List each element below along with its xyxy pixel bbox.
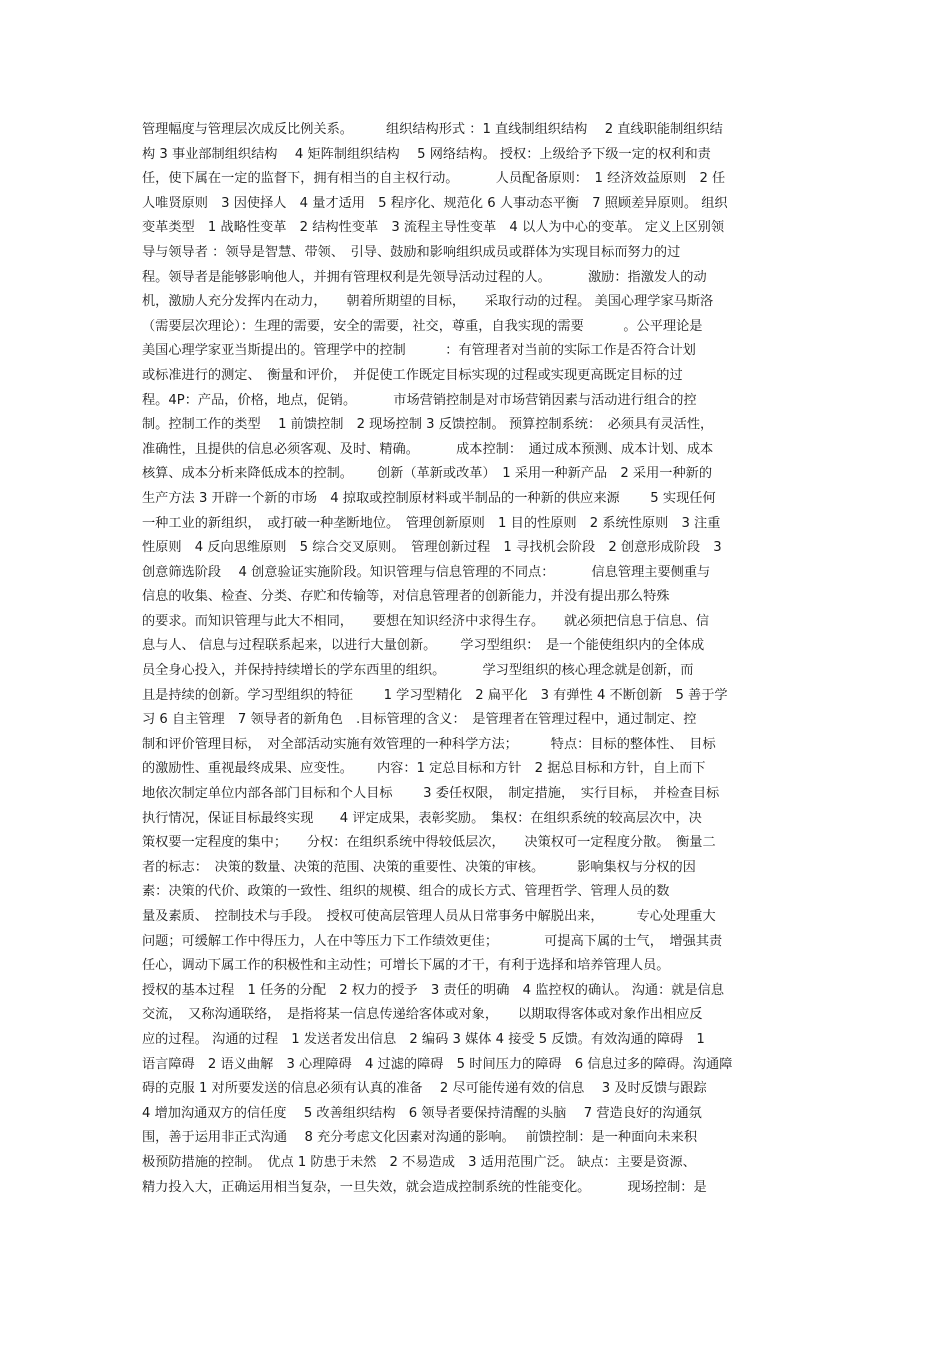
text-line: 精力投入大，正确运用相当复杂，一旦失效，就会造成控制系统的性能变化。 现场控制：是 [142, 1179, 707, 1195]
text-line: 人唯贤原则 3 因使择人 4 量才适用 5 程序化、规范化 6 人事动态平衡 7 照顾差异原则。 组织 [142, 195, 728, 211]
text-line: 管理幅度与管理层次成反比例关系。 组织结构形式 ：1 直线制组织结构 2 直线职能制组织结 [142, 122, 723, 137]
text-line: 授权的基本过程 1 任务的分配 2 权力的授予 3 责任的明确 4 监控权的确认。 沟通：就是信息 [142, 982, 725, 998]
text-line: 变革类型 1 战略性变革 2 结构性变革 3 流程主导性变革 4 以人为中心的变革。 定义上区别领 [142, 220, 725, 236]
text-line: 美国心理学家亚当斯提出的。管理学中的控制 ：有管理者对当前的实际工作是否符合计划 [142, 343, 696, 359]
text-line: 员全身心投入，并保持持续增长的学东西里的组织。 学习型组织的核心理念就是创新，而 [142, 663, 694, 679]
text-line: 机，激励人充分发挥内在动力， 朝着所期望的目标， 采取行动的过程。 美国心理学家马斯洛 [142, 294, 714, 310]
text-line: 一种工业的新组织， 或打破一种垄断地位。 管理创新原则 1 目的性原则 2 系统性原则 3 注重 [142, 515, 721, 531]
text-line: 执行情况，保证目标最终实现 4 评定成果，表彰奖励。 集权：在组织系统的较高层次中，决 [142, 810, 702, 826]
text-line: 信息的收集、检查、分类、存贮和传输等，对信息管理者的创新能力，并没有提出那么特殊 [142, 589, 670, 605]
text-line: 或标准进行的测定、 衡量和评价， 并促使工作既定目标实现的过程或实现更高既定目标的过 [142, 367, 683, 383]
text-line: 极预防措施的控制。 优点 1 防患于未然 2 不易造成 3 适用范围广泛。 缺点：主要是资源、 [142, 1154, 696, 1170]
text-line: 制。控制工作的类型 1 前馈控制 2 现场控制 3 反馈控制。 预算控制系统： 必须具有灵活性， [142, 417, 714, 433]
text-line: 量及素质、 控制技术与手段。 授权可使高层管理人员从日常事务中解脱出来， 专心处理重大 [142, 909, 716, 924]
text-line: 语言障碍 2 语义曲解 3 心理障碍 4 过滤的障碍 5 时间压力的障碍 6 信息过多的障碍。沟通障 [142, 1056, 733, 1072]
text-line: 的激励性、重视最终成果、应变性。 内容：1 定总目标和方针 2 据总目标和方针，自上而下 [142, 761, 706, 777]
text-line: 息与人、 信息与过程联系起来，以进行大量创新。 学习型组织： 是一个能使组织内的全体成 [142, 638, 705, 654]
text-line: 创意筛选阶段 4 创意验证实施阶段。知识管理与信息管理的不同点： 信息管理主要侧重与 [142, 564, 711, 580]
text-line: 者的标志： 决策的数量、决策的范围、决策的重要性、决策的审核。 影响集权与分权的因 [142, 859, 696, 875]
text-line: 问题；可缓解工作中得压力，人在中等压力下工作绩效更佳； 可提高下属的士气， 增强其责 [142, 933, 723, 949]
text-line: 任，使下属在一定的监督下，拥有相当的自主权行动。 人员配备原则： 1 经济效益原则 2 任 [142, 171, 726, 187]
body-text [142, 118, 822, 1200]
text-line: 性原则 4 反向思维原则 5 综合交叉原则。 管理创新过程 1 寻找机会阶段 2 创意形成阶段 3 [142, 540, 722, 556]
text-line: 地依次制定单位内部各部门目标和个人目标 3 委任权限， 制定措施， 实行目标， 并检查目标 [142, 786, 720, 802]
text-line: 构 3 事业部制组织结构 4 矩阵制组织结构 5 网络结构。 授权：上级给予下级一定的权利和责 [142, 146, 711, 162]
text-line: 围，善于运用非正式沟通 8 充分考虑文化因素对沟通的影响。 前馈控制：是一种面向未来积 [142, 1130, 698, 1146]
text-line: 制和评价管理目标， 对全部活动实施有效管理的一种科学方法； 特点：目标的整体性、 目标 [142, 736, 716, 752]
text-line: 应的过程。 沟通的过程 1 发送者发出信息 2 编码 3 媒体 4 接受 5 反馈。有效沟通的障碍 1 [142, 1031, 705, 1047]
text-line: 准确性，且提供的信息必须客观、及时、精确。 成本控制： 通过成本预测、成本计划、成本 [142, 441, 714, 457]
text-line: 交流， 又称沟通联络， 是指将某一信息传递给客体或对象， 以期取得客体或对象作出相应反 [142, 1007, 703, 1023]
text-line: 的要求。而知识管理与此大不相同， 要想在知识经济中求得生存。 就必须把信息于信息、信 [142, 613, 710, 629]
text-line: 程。4P：产品，价格，地点，促销。 市场营销控制是对市场营销因素与活动进行组合的控 [142, 392, 697, 408]
text-line: 程。领导者是能够影响他人，并拥有管理权利是先领导活动过程的人。 激励：指激发人的动 [142, 269, 707, 285]
text-line: 生产方法 3 开辟一个新的市场 4 掠取或控制原材料或半制品的一种新的供应来源 5 实现任何 [142, 490, 716, 506]
text-line: 素：决策的代价、政策的一致性、组织的规模、组合的成长方式、管理哲学、管理人员的数 [142, 884, 670, 900]
text-line: 习 6 自主管理 7 领导者的新角色 .目标管理的含义： 是管理者在管理过程中，通过制定、控 [142, 712, 697, 728]
text-line: 策权要一定程度的集中； 分权：在组织系统中得较低层次， 决策权可一定程度分散。 衡量二 [142, 835, 716, 851]
text-line: 核算、成本分析来降低成本的控制。 创新（革新或改革） 1 采用一种新产品 2 采用一种新的 [142, 466, 713, 482]
text-line: 任心，调动下属工作的积极性和主动性；可增长下属的才干，有利于选择和培养管理人员。 [142, 958, 670, 974]
text-line: 4 增加沟通双方的信任度 5 改善组织结构 6 领导者要保持清醒的头脑 7 营造良好的沟通氛 [142, 1105, 702, 1121]
text-line: 且是持续的创新。学习型组织的特征 1 学习型精化 2 扁平化 3 有弹性 4 不断创新 5 善于学 [142, 687, 728, 703]
text-line: 导与领导者 ：领导是智慧、带领、 引导、鼓励和影响组织成员或群体为实现目标而努力的过 [142, 244, 681, 260]
text-line: （需要层次理论）：生理的需要，安全的需要，社交，尊重，自我实现的需要 。公平理论是 [142, 318, 703, 334]
text-line: 碍的克服 1 对所要发送的信息必须有认真的准备 2 尽可能传递有效的信息 3 及时反馈与跟踪 [142, 1081, 707, 1097]
